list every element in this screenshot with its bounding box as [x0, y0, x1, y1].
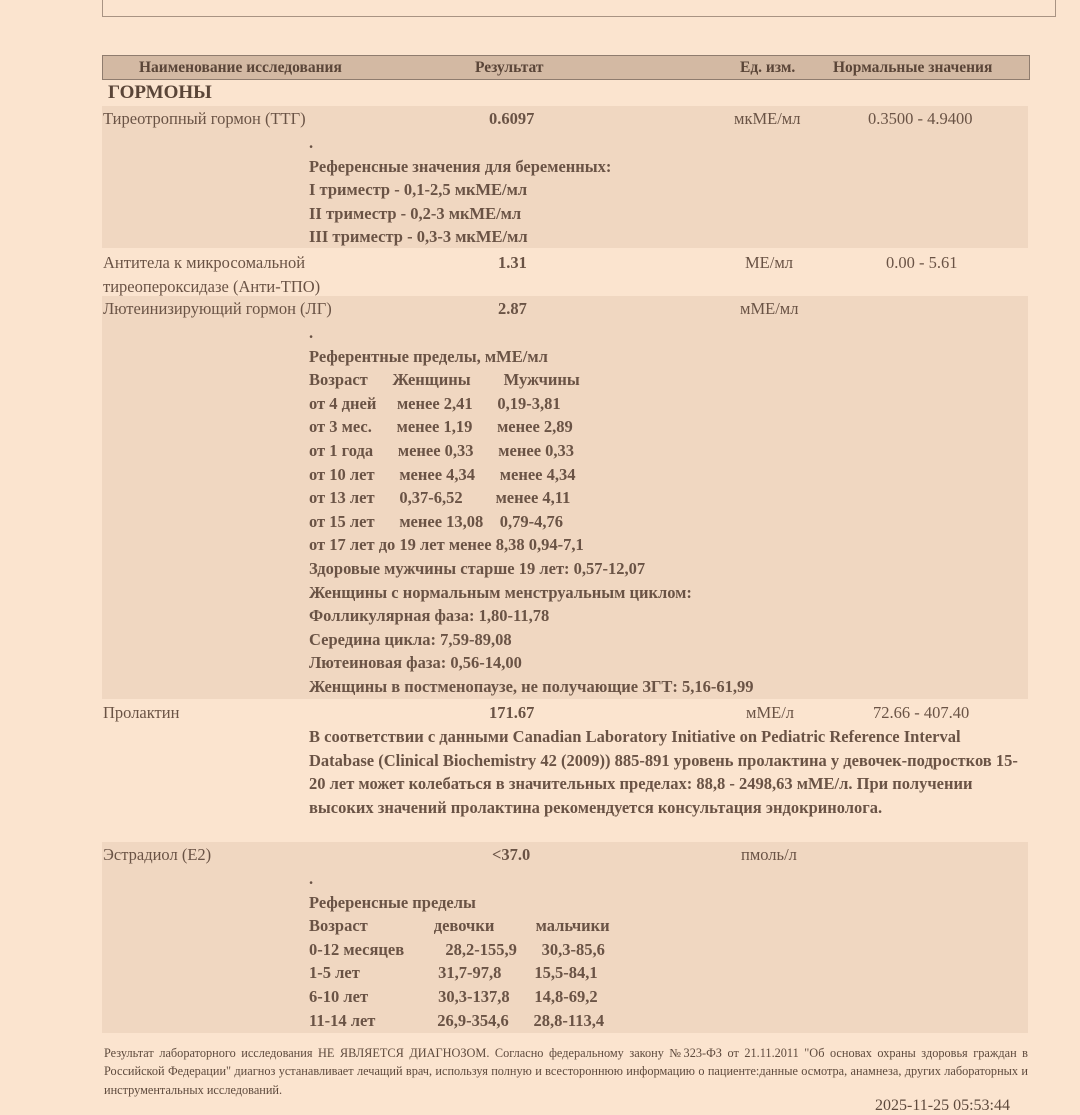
test-unit: пмоль/л [741, 845, 797, 864]
section-title: ГОРМОНЫ [108, 82, 212, 103]
test-note: В соответствии с данными Canadian Laboratory Initiative on Pediatric Reference Interval Database (Clinical Biochemistry 42 (2009)) 885-891 уровень пролактина у девочек-подростков 15-20 лет может колебаться в значительных пределах: 88,8 - 2498,63 мМЕ/л. При получении высоких значений пролактина рекомендуется консультация эндокринолога. [309, 727, 1018, 817]
test-result: 0.6097 [489, 109, 535, 128]
header-normal: Нормальные значения [833, 59, 993, 76]
test-result: 2.87 [498, 299, 527, 318]
test-note: . Референсные значения для беременных: I триместр - 0,1-2,5 мкМЕ/мл II триместр - 0,2-3 мкМЕ/мл III триместр - 0,3-3 мкМЕ/мл [309, 133, 612, 247]
test-name: Лютеинизирующий гормон (ЛГ) [103, 299, 332, 318]
test-unit: мМЕ/л [746, 703, 795, 722]
disclaimer: Результат лабораторного исследования НЕ ЯВЛЯЕТСЯ ДИАГНОЗОМ. Согласно федеральному закону №323-ФЗ от 21.11.2011 "Об основах охраны здоровья граждан в Российской Федерации" диагноз устанавливает лечащий врач, используя полную и всестороннюю информацию о пациенте:данные осмотра, анамнеза, других лабораторных и инструментальных исследований. [104, 1046, 1028, 1097]
timestamp: 2025-11-25 05:53:44 [875, 1097, 1010, 1114]
test-note: . Референсные пределы Возраст девочки мальчики 0-12 месяцев 28,2-155,9 30,3-85,6 1-5 лет 31,7-97,8 15,5-84,1 6-10 лет 30,3-137,8 14,8-69,2 11-14 лет 26,9-354,6 28,8-113,4 [309, 869, 610, 1030]
test-result: 1.31 [498, 253, 527, 272]
header-unit: Ед. изм. [740, 59, 796, 76]
test-normal: 72.66 - 407.40 [873, 703, 970, 722]
test-note: . Референтные пределы, мМЕ/мл Возраст Женщины Мужчины от 4 дней менее 2,41 0,19-3,81 от 3 мес. менее 1,19 менее 2,89 от 1 года менее 0,33 менее 0,33 от 10 лет менее 4,34 менее 4,34 от 13 лет 0,37-6,52 менее 4,11 от 15 лет менее 13,08 0,79-4,76 от 17 лет до 19 лет менее 8,38 0,94-7,1 Здоровые мужчины старше 19 лет: 0,57-12,07 Женщины с нормальным менструальным циклом: Фолликулярная фаза: 1,80-11,78 Середина цикла: 7,59-89,08 Лютеиновая фаза: 0,56-14,00 Женщины в постменопаузе, не получающие ЗГТ: 5,16-61,99 [309, 323, 754, 696]
test-unit: МЕ/мл [745, 253, 794, 272]
top-box [102, 0, 1056, 17]
test-name: Антитела к микросомальной тиреопероксидазе (Анти-ТПО) [103, 253, 321, 296]
header-name: Наименование исследования [139, 59, 342, 76]
table-header [102, 55, 1030, 80]
test-unit: мкМЕ/мл [734, 109, 801, 128]
test-unit: мМЕ/мл [740, 299, 799, 318]
test-result: <37.0 [492, 845, 531, 864]
test-normal: 0.00 - 5.61 [886, 253, 958, 272]
test-name: Тиреотропный гормон (ТТГ) [103, 109, 306, 128]
test-name: Эстрадиол (Е2) [103, 845, 212, 864]
test-name: Пролактин [103, 703, 180, 722]
test-normal: 0.3500 - 4.9400 [868, 109, 973, 128]
test-result: 171.67 [489, 703, 535, 722]
header-result: Результат [475, 59, 544, 76]
